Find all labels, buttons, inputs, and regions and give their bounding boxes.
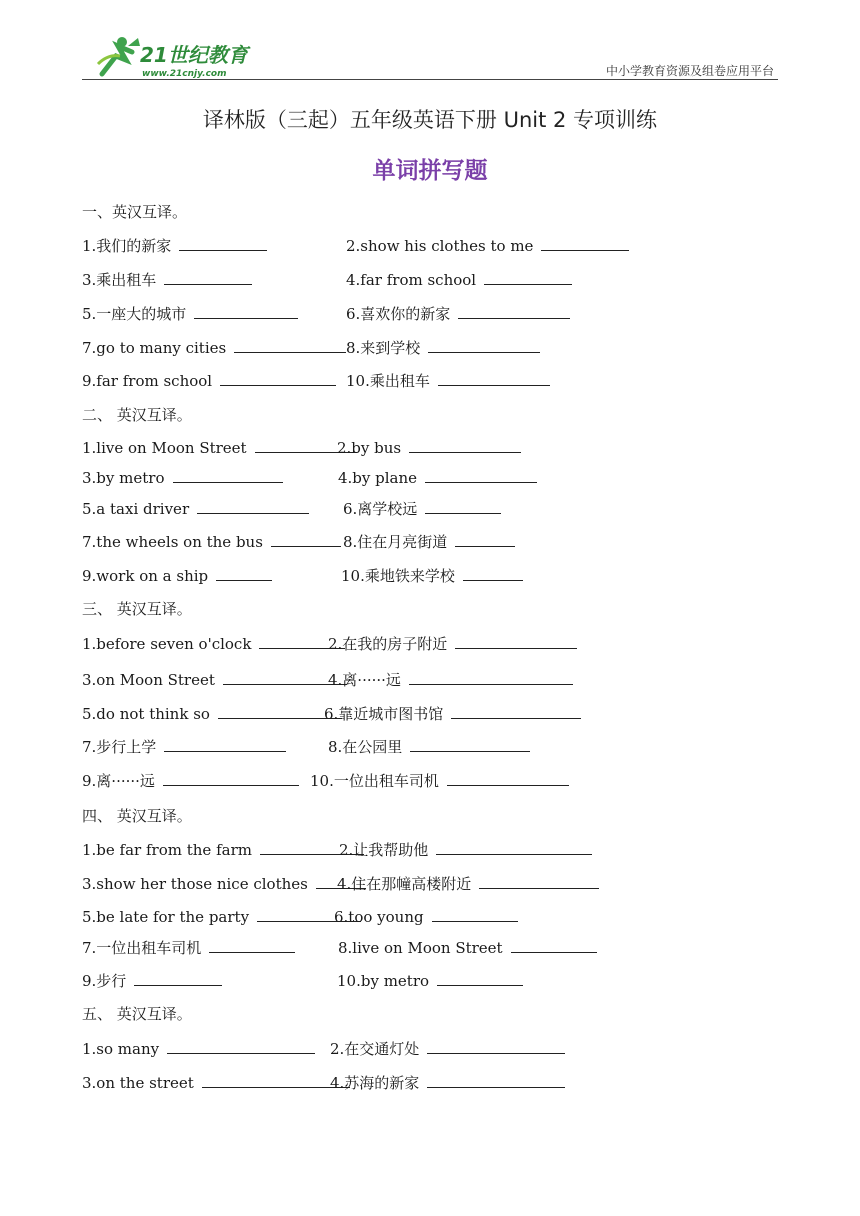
answer-blank[interactable] xyxy=(484,270,572,285)
exercise-prompt: 3.on Moon Street xyxy=(82,671,215,689)
exercise-prompt: 5.be late for the party xyxy=(82,908,250,926)
exercise-item xyxy=(82,670,347,690)
exercise-item xyxy=(82,771,299,791)
exercise-prompt: 6.too young xyxy=(334,908,424,926)
exercise-item xyxy=(82,468,283,488)
exercise-item xyxy=(82,971,222,991)
exercise-prompt: 4.住在那幢高楼附近 xyxy=(337,875,472,893)
exercise-prompt: 9.步行 xyxy=(82,972,127,990)
answer-blank[interactable] xyxy=(216,566,272,581)
exercise-item xyxy=(339,840,592,860)
answer-blank[interactable] xyxy=(271,532,341,547)
exercise-prompt: 1.我们的新家 xyxy=(82,237,172,255)
answer-blank[interactable] xyxy=(409,438,521,453)
section-heading: 五、 英汉互译。 xyxy=(82,1005,192,1023)
answer-blank[interactable] xyxy=(409,670,573,685)
exercise-prompt: 4.by plane xyxy=(338,469,418,487)
exercise-prompt: 1.be far from the farm xyxy=(82,841,252,859)
answer-blank[interactable] xyxy=(194,304,298,319)
answer-blank[interactable] xyxy=(455,634,577,649)
exercise-item xyxy=(82,499,309,519)
exercise-item xyxy=(310,771,569,791)
exercise-item xyxy=(343,532,515,552)
exercise-prompt: 1.live on Moon Street xyxy=(82,439,247,457)
exercise-prompt: 3.show her those nice clothes xyxy=(82,875,308,893)
exercise-prompt: 8.来到学校 xyxy=(346,339,421,357)
exercise-item xyxy=(82,907,361,927)
exercise-prompt: 10.乘地铁来学校 xyxy=(341,567,455,585)
exercise-item xyxy=(337,971,523,991)
exercise-prompt: 2.让我帮助他 xyxy=(339,841,429,859)
answer-blank[interactable] xyxy=(427,1073,565,1088)
exercise-item xyxy=(82,634,345,654)
exercise-prompt: 5.a taxi driver xyxy=(82,500,190,518)
exercise-item xyxy=(82,304,298,324)
answer-blank[interactable] xyxy=(451,704,581,719)
exercise-item xyxy=(82,338,346,358)
answer-blank[interactable] xyxy=(167,1039,315,1054)
exercise-prompt: 9.work on a ship xyxy=(82,567,209,585)
exercise-prompt: 8.live on Moon Street xyxy=(338,939,503,957)
exercise-prompt: 6.离学校远 xyxy=(343,500,418,518)
exercise-item xyxy=(346,236,629,256)
exercise-prompt: 6.靠近城市图书馆 xyxy=(324,705,444,723)
exercise-prompt: 4.离······远 xyxy=(328,671,401,689)
exercise-item xyxy=(324,704,581,724)
exercise-prompt: 1.before seven o'clock xyxy=(82,635,252,653)
answer-blank[interactable] xyxy=(427,1039,565,1054)
exercise-item xyxy=(328,634,577,654)
answer-blank[interactable] xyxy=(425,468,537,483)
answer-blank[interactable] xyxy=(202,1073,350,1088)
answer-blank[interactable] xyxy=(437,971,523,986)
answer-blank[interactable] xyxy=(425,499,501,514)
exercise-prompt: 2.show his clothes to me xyxy=(346,237,534,255)
exercise-item xyxy=(328,737,530,757)
exercise-item xyxy=(328,670,573,690)
section-heading: 一、英汉互译。 xyxy=(82,203,188,221)
exercise-prompt: 3.乘出租车 xyxy=(82,271,157,289)
exercise-prompt: 2.在交通灯处 xyxy=(330,1040,420,1058)
exercise-item xyxy=(343,499,501,519)
answer-blank[interactable] xyxy=(428,338,540,353)
answer-blank[interactable] xyxy=(455,532,515,547)
logo-url: www.21cnjy.com xyxy=(142,69,227,79)
answer-blank[interactable] xyxy=(209,938,295,953)
exercise-item xyxy=(346,304,570,324)
answer-blank[interactable] xyxy=(511,938,597,953)
answer-blank[interactable] xyxy=(432,907,518,922)
platform-tagline: 中小学教育资源及组卷应用平台 xyxy=(605,64,774,78)
exercise-item xyxy=(82,737,286,757)
exercise-item xyxy=(82,704,342,724)
exercise-prompt: 7.步行上学 xyxy=(82,738,157,756)
exercise-prompt: 10.乘出租车 xyxy=(346,372,430,390)
page-subtitle: 单词拼写题 xyxy=(372,158,488,184)
logo-text: 21世纪教育 xyxy=(140,43,248,67)
exercise-prompt: 2.在我的房子附近 xyxy=(328,635,448,653)
exercise-prompt: 8.在公园里 xyxy=(328,738,403,756)
exercise-prompt: 5.do not think so xyxy=(82,705,210,723)
exercise-item xyxy=(82,236,267,256)
answer-blank[interactable] xyxy=(438,371,550,386)
exercise-item xyxy=(82,371,336,391)
exercise-item xyxy=(338,468,537,488)
exercise-item xyxy=(82,270,252,290)
exercise-prompt: 7.the wheels on the bus xyxy=(82,533,263,551)
exercise-prompt: 10.by metro xyxy=(337,972,430,990)
section-heading: 三、 英汉互译。 xyxy=(82,600,192,618)
exercise-item xyxy=(82,874,366,894)
exercise-prompt: 2.by bus xyxy=(337,439,402,457)
answer-blank[interactable] xyxy=(173,468,283,483)
exercise-item xyxy=(330,1073,565,1093)
exercise-prompt: 5.一座大的城市 xyxy=(82,305,187,323)
answer-blank[interactable] xyxy=(220,371,336,386)
logo xyxy=(92,34,262,80)
answer-blank[interactable] xyxy=(447,771,569,786)
answer-blank[interactable] xyxy=(410,737,530,752)
exercise-prompt: 7.go to many cities xyxy=(82,339,227,357)
answer-blank[interactable] xyxy=(463,566,523,581)
section-heading: 二、 英汉互译。 xyxy=(82,406,192,424)
exercise-item xyxy=(82,938,295,958)
exercise-prompt: 1.so many xyxy=(82,1040,160,1058)
header-divider xyxy=(82,79,778,80)
exercise-item xyxy=(330,1039,565,1059)
exercise-item xyxy=(82,532,341,552)
answer-blank[interactable] xyxy=(164,270,252,285)
page-header xyxy=(0,0,860,90)
exercise-item xyxy=(82,438,357,458)
answer-blank[interactable] xyxy=(164,737,286,752)
answer-blank[interactable] xyxy=(436,840,592,855)
exercise-prompt: 3.by metro xyxy=(82,469,165,487)
exercise-item xyxy=(82,566,272,586)
exercise-prompt: 4.苏海的新家 xyxy=(330,1074,420,1092)
exercise-prompt: 10.一位出租车司机 xyxy=(310,772,439,790)
answer-blank[interactable] xyxy=(234,338,346,353)
exercise-item xyxy=(82,1073,350,1093)
exercise-item xyxy=(338,938,597,958)
answer-blank[interactable] xyxy=(163,771,299,786)
answer-blank[interactable] xyxy=(179,236,267,251)
exercise-prompt: 3.on the street xyxy=(82,1074,194,1092)
exercise-item xyxy=(334,907,518,927)
page-title: 译林版（三起）五年级英语下册 Unit 2 专项训练 xyxy=(202,108,658,132)
exercise-item xyxy=(337,438,521,458)
answer-blank[interactable] xyxy=(541,236,629,251)
answer-blank[interactable] xyxy=(197,499,309,514)
exercise-prompt: 8.住在月亮街道 xyxy=(343,533,448,551)
section-heading: 四、 英汉互译。 xyxy=(82,807,192,825)
exercise-item xyxy=(337,874,599,894)
exercise-prompt: 9.far from school xyxy=(82,372,213,390)
exercise-prompt: 7.一位出租车司机 xyxy=(82,939,202,957)
answer-blank[interactable] xyxy=(479,874,599,889)
exercise-prompt: 4.far from school xyxy=(346,271,477,289)
exercise-prompt: 9.离······远 xyxy=(82,772,155,790)
exercise-item xyxy=(82,840,364,860)
exercise-item xyxy=(341,566,523,586)
exercise-item xyxy=(346,371,550,391)
exercise-prompt: 6.喜欢你的新家 xyxy=(346,305,451,323)
logo-icon xyxy=(92,34,262,80)
answer-blank[interactable] xyxy=(458,304,570,319)
exercise-item xyxy=(346,338,540,358)
answer-blank[interactable] xyxy=(134,971,222,986)
exercise-item xyxy=(346,270,572,290)
exercise-item xyxy=(82,1039,315,1059)
